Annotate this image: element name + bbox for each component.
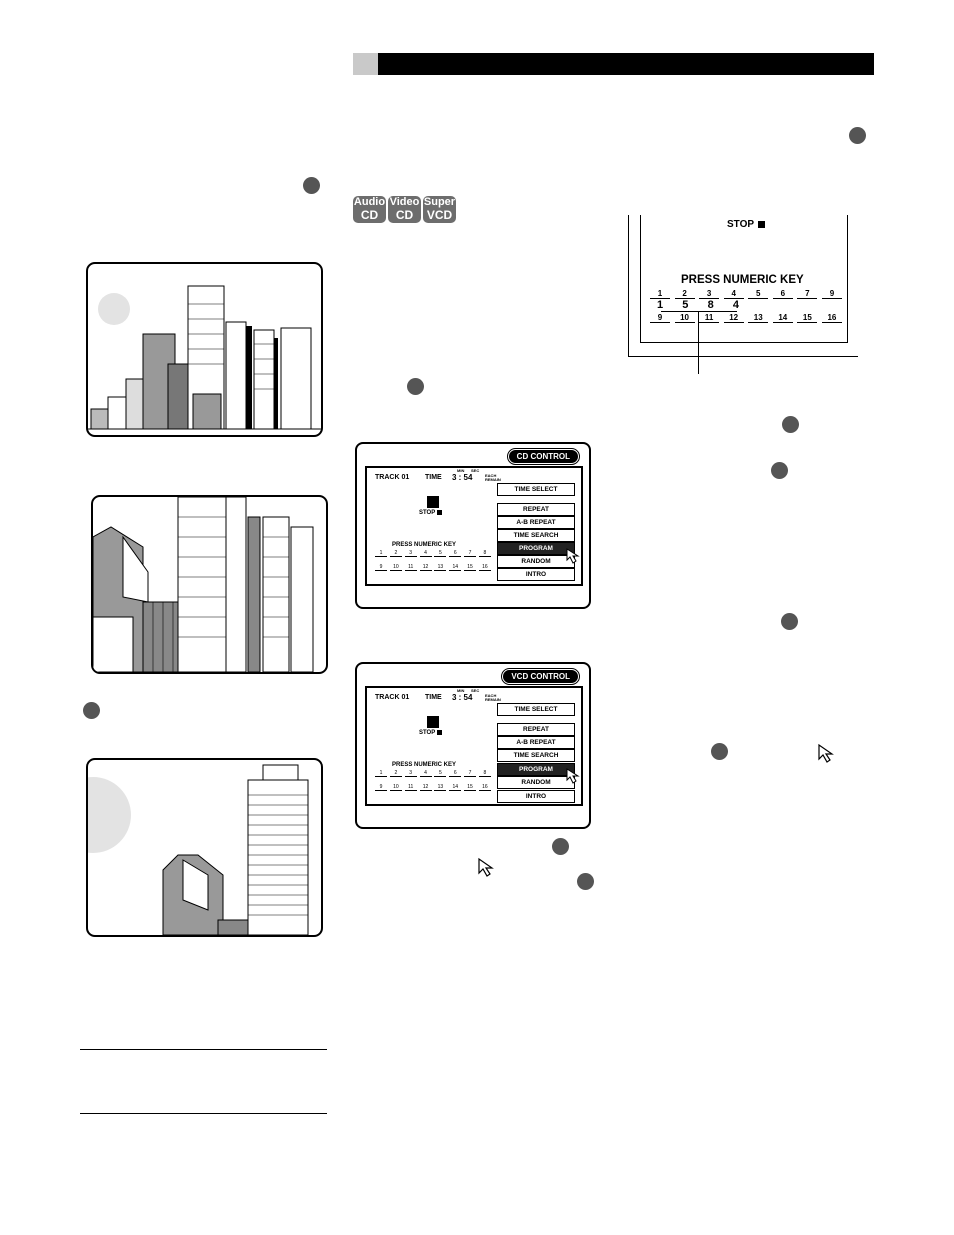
menu-intro[interactable]: INTRO	[497, 790, 575, 803]
stop-icon	[427, 716, 439, 728]
panel-title: VCD CONTROL	[502, 669, 579, 684]
cursor-pointer-icon	[816, 742, 838, 764]
screen-illustration-skyline	[86, 262, 323, 437]
press-numeric-label: PRESS NUMERIC KEY	[392, 542, 457, 548]
step-marker	[782, 416, 799, 433]
step-marker	[407, 378, 424, 395]
step-marker	[711, 743, 728, 760]
menu-time-select[interactable]: TIME SELECT	[497, 483, 575, 496]
step-marker	[83, 702, 100, 719]
screen-illustration-closeup	[86, 758, 323, 937]
divider	[80, 1113, 327, 1114]
menu-program[interactable]: PROGRAM	[497, 542, 575, 555]
stop-label: STOP	[727, 219, 765, 230]
super-vcd-icon: Super VCD	[423, 196, 456, 222]
track-label: TRACK 01	[375, 694, 410, 701]
step-marker	[849, 127, 866, 144]
menu-random[interactable]: RANDOM	[497, 555, 575, 568]
program-screen	[626, 215, 858, 365]
menu-time-search[interactable]: TIME SEARCH	[497, 749, 575, 762]
step-marker	[303, 177, 320, 194]
menu-random[interactable]: RANDOM	[497, 776, 575, 789]
menu-time-select[interactable]: TIME SELECT	[497, 703, 575, 716]
track-label: TRACK 01	[375, 474, 410, 481]
press-numeric-label: PRESS NUMERIC KEY	[392, 762, 457, 768]
menu-ab-repeat[interactable]: A-B REPEAT	[497, 736, 575, 749]
numeric-row-1: 1 2 3 4 5 6 7 8	[375, 550, 491, 557]
step-marker	[771, 462, 788, 479]
cd-control-panel	[355, 442, 591, 609]
header-tab	[353, 53, 378, 75]
press-numeric-label: PRESS NUMERIC KEY	[681, 274, 804, 286]
screen-illustration-zoom	[91, 495, 328, 674]
numeric-row-2: 9 10 11 12 13 14 15 16	[375, 784, 491, 791]
time-label: TIME	[425, 694, 442, 701]
step-marker	[552, 838, 569, 855]
stop-icon	[427, 496, 439, 508]
min-label: MIN	[457, 688, 465, 693]
cursor-pointer-icon	[565, 547, 581, 565]
vcd-control-panel	[355, 662, 591, 829]
menu-repeat[interactable]: REPEAT	[497, 723, 575, 736]
numeric-row-2: 9 10 11 12 13 14 15 16	[375, 564, 491, 571]
time-label: TIME	[425, 474, 442, 481]
time-mode: EACH REMAIN	[485, 473, 501, 482]
sec-label: SEC	[471, 688, 480, 693]
min-label: MIN	[457, 468, 465, 473]
stop-label: STOP	[419, 510, 442, 516]
numeric-row-1: 1 2 3 4 5 6 7 9	[650, 289, 842, 299]
cursor-pointer-icon	[565, 767, 581, 785]
menu-time-search[interactable]: TIME SEARCH	[497, 529, 575, 542]
panel-title: CD CONTROL	[508, 449, 579, 464]
menu-ab-repeat[interactable]: A-B REPEAT	[497, 516, 575, 529]
time-mode: EACH REMAIN	[485, 693, 501, 702]
divider	[80, 1049, 327, 1050]
header-bar	[378, 53, 874, 75]
programmed-tracks: 1 5 8 4	[656, 299, 740, 311]
stop-label: STOP	[419, 730, 442, 736]
numeric-row-2: 9 10 11 12 13 14 15 16	[650, 313, 842, 323]
time-value: 3 : 54	[452, 473, 473, 482]
menu-repeat[interactable]: REPEAT	[497, 503, 575, 516]
step-marker	[781, 613, 798, 630]
cursor-pointer-icon	[476, 856, 498, 878]
menu-intro[interactable]: INTRO	[497, 568, 575, 581]
menu-program[interactable]: PROGRAM	[497, 763, 575, 776]
time-value: 3 : 54	[452, 693, 473, 702]
video-cd-icon: Video CD	[389, 196, 420, 222]
program-bracket	[661, 311, 737, 312]
numeric-row-1: 1 2 3 4 5 6 7 8	[375, 770, 491, 777]
callout-line	[698, 311, 699, 374]
audio-cd-icon: Audio CD	[353, 196, 386, 222]
sec-label: SEC	[471, 468, 480, 473]
step-marker	[577, 873, 594, 890]
